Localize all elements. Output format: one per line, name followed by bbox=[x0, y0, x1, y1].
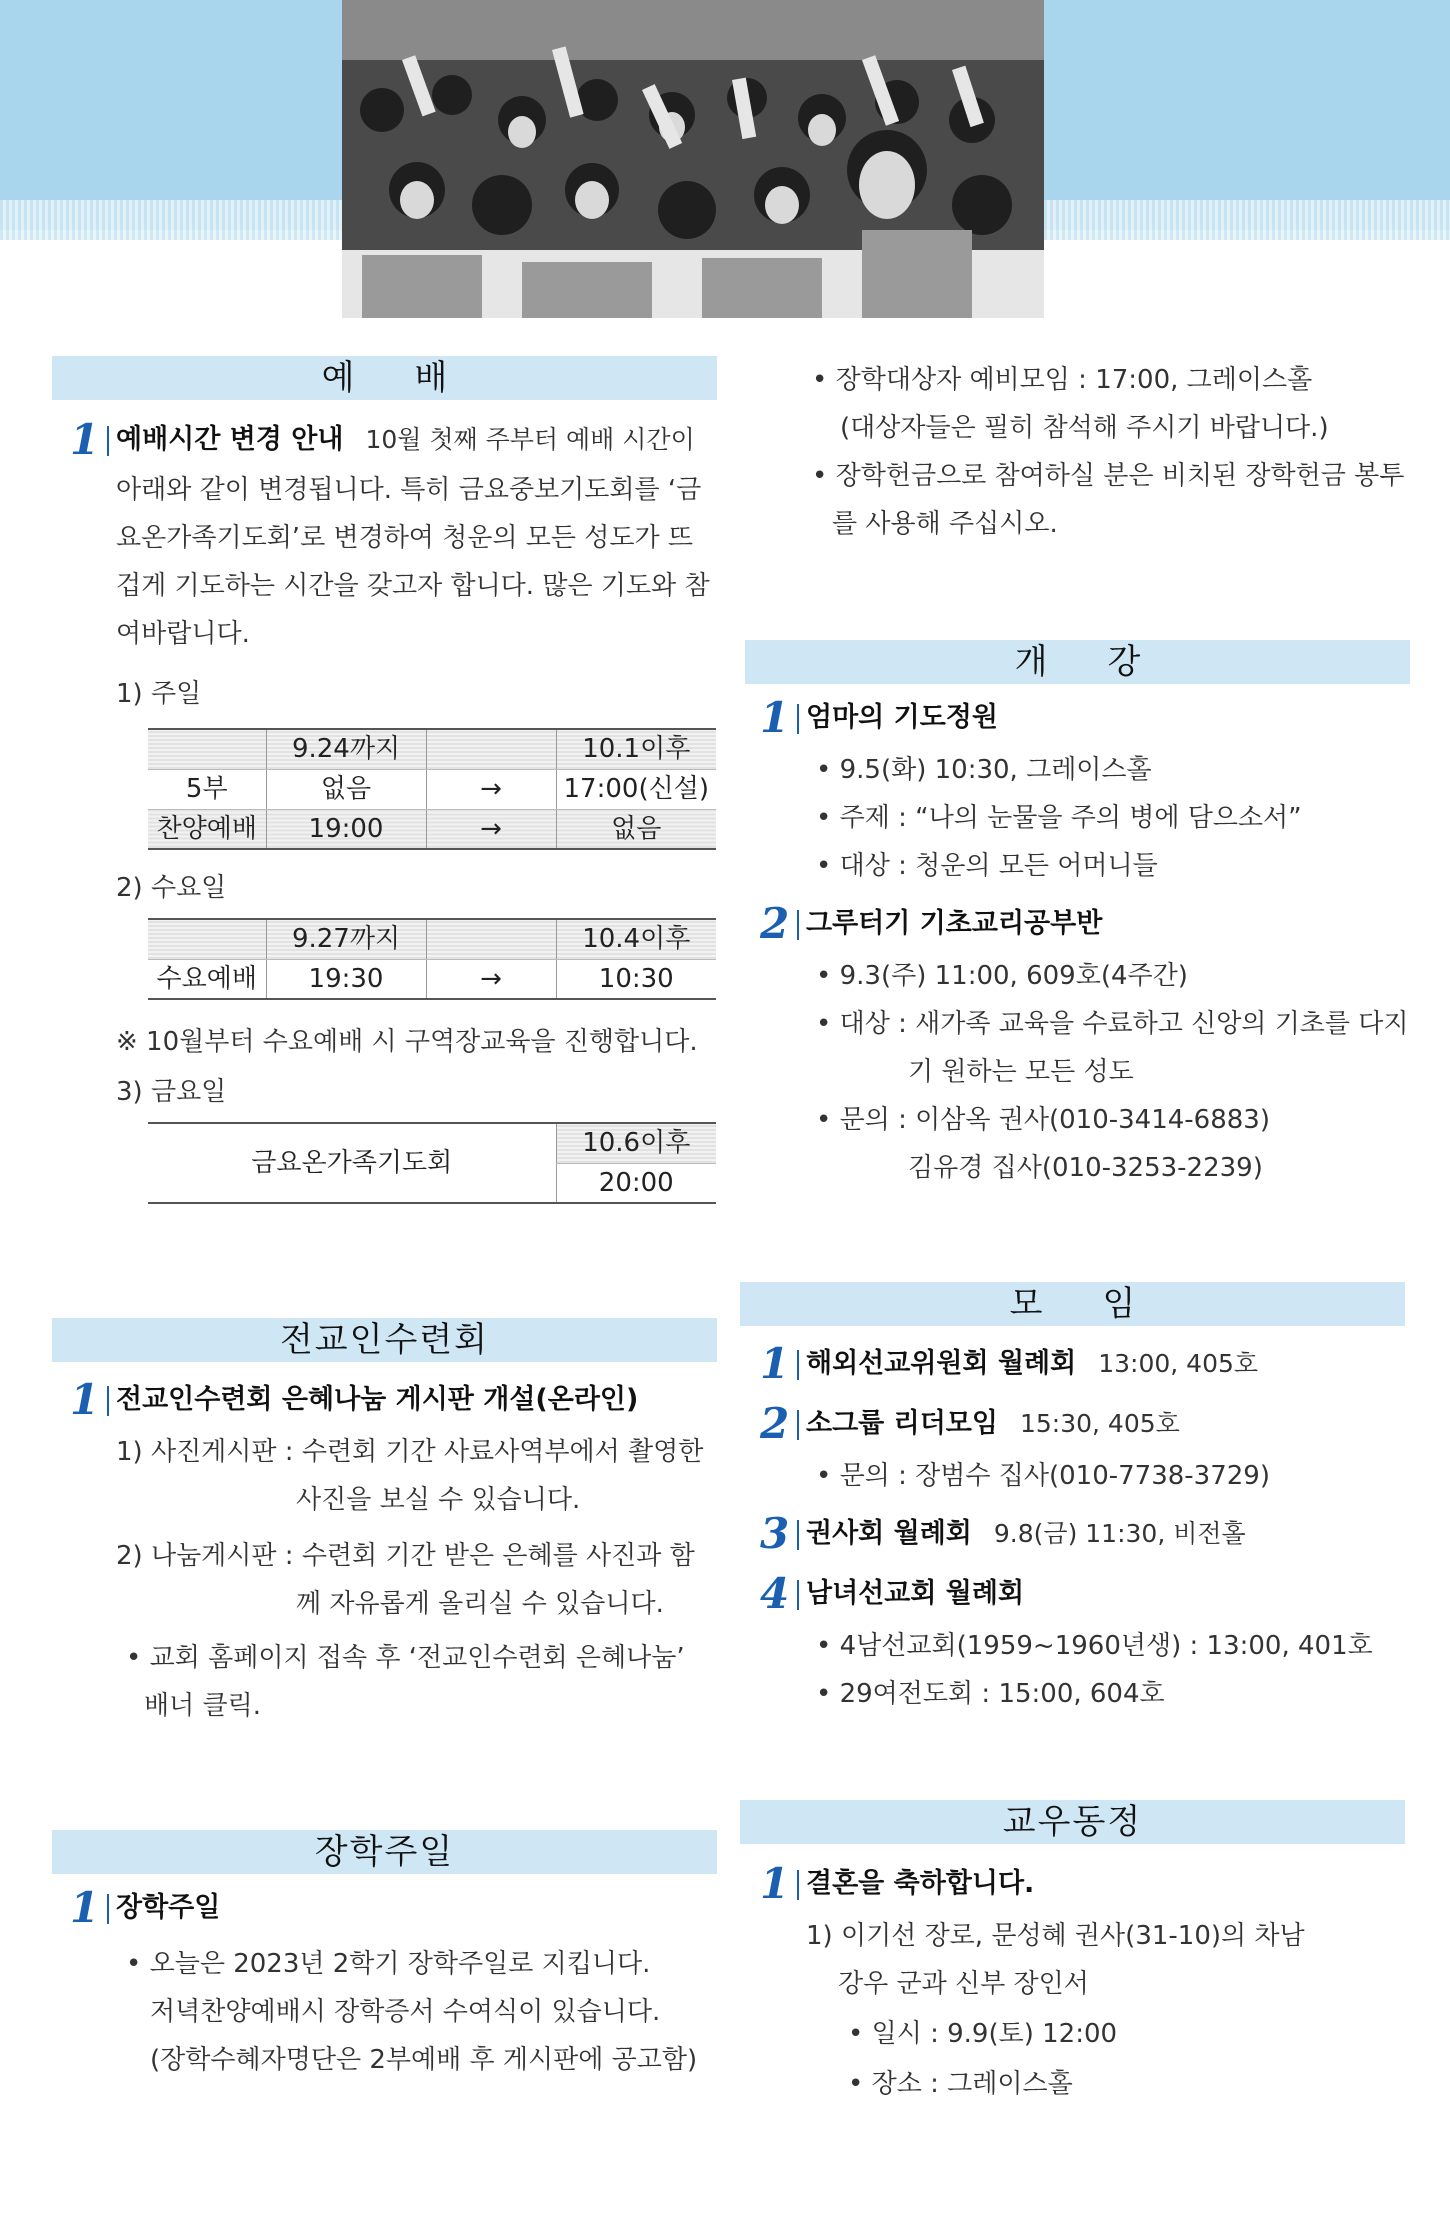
meetings-item-3-title bbox=[806, 1514, 1246, 1554]
wednesday-row1-before: 19:30 bbox=[266, 959, 426, 999]
news-item-1-line-2: 강우 군과 신부 장인서 bbox=[838, 1969, 1089, 1999]
wednesday-schedule-table bbox=[148, 918, 716, 1000]
scholar-top-line-3: • 장학헌금으로 참여하실 분은 비치된 장학헌금 봉투 bbox=[812, 461, 1405, 491]
wednesday-head-arrow-blank bbox=[426, 919, 556, 959]
scholarship-section-header: 장학주일 bbox=[52, 1830, 717, 1874]
meetings-section-header: 모임 bbox=[740, 1282, 1405, 1326]
retreat-line-6: 배너 클릭. bbox=[144, 1691, 261, 1721]
retreat-section-header: 전교인수련회 bbox=[52, 1318, 717, 1362]
friday-time: 20:00 bbox=[556, 1163, 716, 1203]
sunday-row2-after: 없음 bbox=[556, 809, 716, 849]
friday-label: 3) 금요일 bbox=[116, 1077, 227, 1107]
scholarship-item-1-title: 장학주일 bbox=[116, 1892, 221, 1923]
worship-section-header: 예배 bbox=[52, 356, 717, 400]
lecture-item-2-number: 2 bbox=[760, 899, 790, 948]
meetings-item-2-desc: 15:30, 405호 bbox=[1019, 1409, 1180, 1438]
retreat-line-3: 2) 나눔게시판 : 수련회 기간 받은 은혜를 사진과 함 bbox=[116, 1541, 695, 1571]
lecture-item-1-line-1: • 9.5(화) 10:30, 그레이스홀 bbox=[816, 755, 1152, 785]
retreat-item-1-title: 전교인수련회 은혜나눔 게시판 개설(온라인) bbox=[116, 1384, 639, 1415]
meetings-item-3-title-text: 권사회 월례회 bbox=[806, 1518, 972, 1549]
news-item-1-line-1: 1) 이기선 장로, 문성혜 권사(31-10)의 차남 bbox=[806, 1921, 1305, 1951]
lecture-item-2-line-1: • 9.3(주) 11:00, 609호(4주간) bbox=[816, 961, 1188, 991]
meetings-item-1-desc: 13:00, 405호 bbox=[1098, 1349, 1259, 1378]
meetings-item-2-number: 2 bbox=[760, 1399, 790, 1448]
wednesday-row1-after: 10:30 bbox=[556, 959, 716, 999]
sunday-row1-arrow: → bbox=[426, 769, 556, 809]
wednesday-note: ※ 10월부터 수요예배 시 구역장교육을 진행합니다. bbox=[116, 1027, 698, 1057]
wednesday-head-after: 10.4이후 bbox=[556, 919, 716, 959]
friday-schedule-table bbox=[148, 1122, 716, 1204]
meetings-item-4-title: 남녀선교회 월례회 bbox=[806, 1578, 1025, 1609]
sunday-row2-name: 찬양예배 bbox=[148, 809, 266, 849]
retreat-item-1-number: 1 bbox=[70, 1375, 100, 1424]
friday-head-after: 10.6이후 bbox=[556, 1123, 716, 1163]
sunday-row1-after: 17:00(신설) bbox=[556, 769, 716, 809]
worship-item-1-title bbox=[116, 420, 695, 460]
worship-item-1-line-5: 여바랍니다. bbox=[116, 619, 250, 649]
retreat-line-4: 께 자유롭게 올리실 수 있습니다. bbox=[296, 1589, 664, 1619]
lecture-item-1-number: 1 bbox=[760, 693, 790, 742]
retreat-line-2: 사진을 보실 수 있습니다. bbox=[296, 1485, 581, 1515]
meetings-item-1-title bbox=[806, 1344, 1258, 1384]
scholarship-line-2: 저녁찬양예배시 장학증서 수여식이 있습니다. bbox=[150, 1997, 661, 2027]
sunday-head-blank bbox=[148, 729, 266, 769]
sunday-head-before: 9.24까지 bbox=[266, 729, 426, 769]
lecture-item-1-title: 엄마의 기도정원 bbox=[806, 702, 998, 733]
lecture-item-2-line-5: 김유경 집사(010-3253-2239) bbox=[908, 1153, 1263, 1183]
wednesday-label: 2) 수요일 bbox=[116, 873, 227, 903]
meetings-item-4-line-1: • 4남선교회(1959~1960년생) : 13:00, 401호 bbox=[816, 1631, 1373, 1661]
worship-item-1-line-4: 겁게 기도하는 시간을 갖고자 합니다. 많은 기도와 참 bbox=[116, 571, 710, 601]
wednesday-row1-name: 수요예배 bbox=[148, 959, 266, 999]
meetings-item-2-title bbox=[806, 1404, 1180, 1444]
scholar-top-line-4: 를 사용해 주십시오. bbox=[832, 509, 1058, 539]
meetings-item-4-number: 4 bbox=[760, 1569, 790, 1618]
scholarship-item-1-number: 1 bbox=[70, 1883, 100, 1932]
top-banner bbox=[0, 0, 1450, 318]
friday-name: 금요온가족기도회 bbox=[148, 1123, 556, 1203]
lecture-item-2-title: 그루터기 기초교리공부반 bbox=[806, 908, 1103, 939]
meetings-item-2-sub: • 문의 : 장범수 집사(010-7738-3729) bbox=[816, 1461, 1270, 1491]
sunday-row2-arrow: → bbox=[426, 809, 556, 849]
news-item-1-line-3: • 일시 : 9.9(토) 12:00 bbox=[848, 2019, 1118, 2049]
lecture-item-1-line-3: • 대상 : 청운의 모든 어머니들 bbox=[816, 851, 1158, 881]
scholarship-line-1: • 오늘은 2023년 2학기 장학주일로 지킵니다. bbox=[126, 1949, 651, 1979]
lecture-item-2-line-4: • 문의 : 이삼옥 권사(010-3414-6883) bbox=[816, 1105, 1270, 1135]
news-item-1-line-4: • 장소 : 그레이스홀 bbox=[848, 2069, 1073, 2099]
congregation-photo bbox=[342, 0, 1044, 318]
scholar-top-line-1: • 장학대상자 예비모임 : 17:00, 그레이스홀 bbox=[812, 365, 1313, 395]
retreat-line-1: 1) 사진게시판 : 수련회 기간 사료사역부에서 촬영한 bbox=[116, 1437, 704, 1467]
news-item-1-title: 결혼을 축하합니다. bbox=[806, 1868, 1035, 1899]
meetings-item-3-desc: 9.8(금) 11:30, 비전홀 bbox=[993, 1519, 1246, 1548]
news-item-1-number: 1 bbox=[760, 1859, 790, 1908]
meetings-item-1-number: 1 bbox=[760, 1339, 790, 1388]
sunday-row2-before: 19:00 bbox=[266, 809, 426, 849]
wednesday-row1-arrow: → bbox=[426, 959, 556, 999]
worship-item-1-title-text: 예배시간 변경 안내 bbox=[116, 424, 344, 455]
worship-item-1-number: 1 bbox=[70, 415, 100, 464]
lecture-item-2-line-2: • 대상 : 새가족 교육을 수료하고 신앙의 기초를 다지 bbox=[816, 1009, 1409, 1039]
sunday-label: 1) 주일 bbox=[116, 679, 202, 709]
sunday-row1-name: 5부 bbox=[148, 769, 266, 809]
meetings-item-4-line-2: • 29여전도회 : 15:00, 604호 bbox=[816, 1679, 1165, 1709]
retreat-line-5: • 교회 홈페이지 접속 후 ‘전교인수련회 은혜나눔’ bbox=[126, 1643, 685, 1673]
sunday-row1-before: 없음 bbox=[266, 769, 426, 809]
worship-item-1-first-line: 10월 첫째 주부터 예배 시간이 bbox=[365, 425, 695, 454]
photo-illustration bbox=[342, 0, 1044, 318]
scholarship-line-3: (장학수혜자명단은 2부예배 후 게시판에 공고함) bbox=[150, 2045, 698, 2075]
worship-item-1-line-2: 아래와 같이 변경됩니다. 특히 금요중보기도회를 ‘금 bbox=[116, 475, 702, 505]
news-section-header: 교우동정 bbox=[740, 1800, 1405, 1844]
sunday-schedule-table bbox=[148, 728, 716, 850]
lecture-item-1-line-2: • 주제 : “나의 눈물을 주의 병에 담으소서” bbox=[816, 803, 1302, 833]
worship-item-1-line-3: 요온가족기도회’로 변경하여 청운의 모든 성도가 뜨 bbox=[116, 523, 694, 553]
meetings-item-2-title-text: 소그룹 리더모임 bbox=[806, 1408, 998, 1439]
meetings-item-3-number: 3 bbox=[760, 1509, 790, 1558]
wednesday-head-blank bbox=[148, 919, 266, 959]
wednesday-head-before: 9.27까지 bbox=[266, 919, 426, 959]
sunday-head-after: 10.1이후 bbox=[556, 729, 716, 769]
lecture-item-2-line-3: 기 원하는 모든 성도 bbox=[908, 1057, 1134, 1087]
lecture-section-header: 개강 bbox=[745, 640, 1410, 684]
sunday-head-arrow-blank bbox=[426, 729, 556, 769]
meetings-item-1-title-text: 해외선교위원회 월례회 bbox=[806, 1348, 1077, 1379]
scholar-top-line-2: (대상자들은 필히 참석해 주시기 바랍니다.) bbox=[840, 413, 1329, 443]
